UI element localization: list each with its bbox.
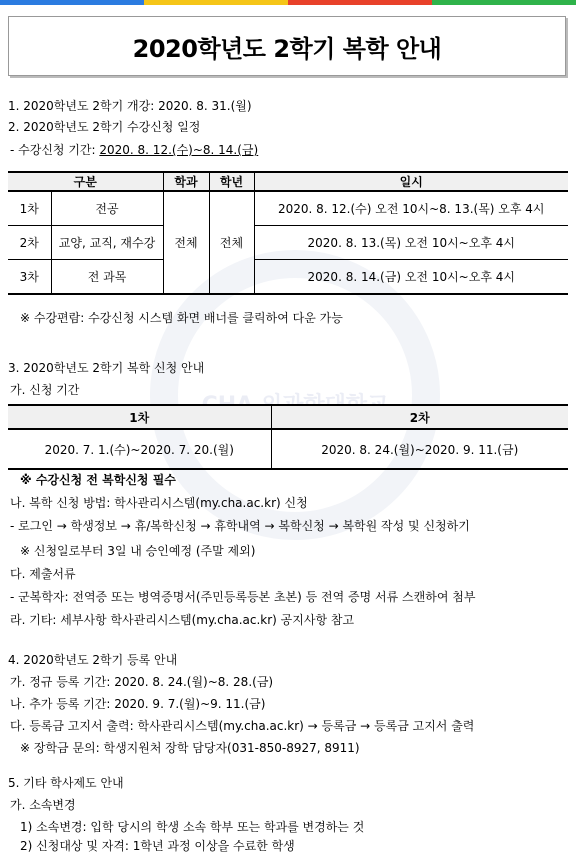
table-row [8, 226, 568, 260]
col-header-type: 구분 [8, 172, 163, 191]
section2-heading: 2. 2020학년도 2학기 수강신청 일정 [8, 120, 201, 134]
required-documents-label: 다. 제출서류 [10, 567, 76, 581]
registration-schedule-table [8, 171, 568, 295]
registration-period-label: - 수강신청 기간: [10, 143, 100, 157]
registration-period [10, 142, 258, 158]
row-round: 2차 [8, 226, 51, 260]
round2-period: 2020. 8. 24.(월)~2020. 9. 11.(금) [271, 429, 568, 469]
bar-red [288, 0, 432, 5]
row-round: 3차 [8, 260, 51, 295]
table-row [8, 429, 568, 469]
section3-heading: 3. 2020학년도 2학기 복학 신청 안내 [8, 361, 205, 375]
section1-start: 1. 2020학년도 2학기 개강: 2020. 8. 31.(월) [8, 99, 252, 113]
other-info: 라. 기타: 세부사항 학사관리시스템(my.cha.ac.kr) 공지사항 참고 [10, 613, 355, 627]
title-box [8, 16, 566, 76]
col-header-grade: 학년 [209, 172, 254, 191]
approval-note: ※ 신청일로부터 3일 내 승인예정 (주말 제외) [20, 544, 256, 558]
dept-cell: 전체 [163, 191, 209, 294]
affiliation-change-eligibility: 2) 신청대상 및 자격: 1학년 과정 이상을 수료한 학생 [20, 839, 295, 853]
round2-header: 2차 [271, 405, 568, 429]
bar-blue [0, 0, 144, 5]
round1-period: 2020. 7. 1.(수)~2020. 7. 20.(월) [44, 442, 234, 457]
bar-yellow [144, 0, 288, 5]
row-datetime: 2020. 8. 14.(금) 오전 10시~오후 4시 [254, 260, 568, 295]
round1-header: 1차 [8, 405, 271, 429]
table-row [8, 260, 568, 295]
row-type: 교양, 교직, 재수강 [51, 226, 163, 260]
bar-green [432, 0, 576, 5]
col-header-dept: 학과 [163, 172, 209, 191]
row-round: 1차 [19, 202, 39, 216]
additional-registration-period: 나. 추가 등록 기간: 2020. 9. 7.(월)~9. 11.(금) [10, 697, 266, 711]
section5-heading: 5. 기타 학사제도 안내 [8, 776, 124, 790]
mandatory-note: ※ 수강신청 전 복학신청 필수 [20, 473, 176, 487]
top-color-bar [0, 0, 576, 5]
affiliation-change-definition: 1) 소속변경: 입학 당시의 학생 소속 학부 또는 학과를 변경하는 것 [20, 820, 365, 834]
application-period-table [8, 404, 568, 470]
application-method: 나. 복학 신청 방법: 학사관리시스템(my.cha.ac.kr) 신청 [10, 496, 308, 510]
application-steps: - 로그인 → 학생정보 → 휴/복학신청 → 휴학내역 → 복학신청 → 복학원 작성 및 신청하기 [10, 519, 470, 533]
col-header-datetime: 일시 [254, 172, 568, 191]
scholarship-contact: ※ 장학금 문의: 학생지원처 장학 담당자(031-850-8927, 8911) [20, 741, 360, 755]
row-datetime: 2020. 8. 12.(수) 오전 10시~8. 13.(목) 오후 4시 [254, 191, 568, 226]
application-period-label: 가. 신청 기간 [10, 383, 80, 397]
tuition-bill-print: 다. 등록금 고지서 출력: 학사관리시스템(my.cha.ac.kr) → 등록금 → 등록금 고지서 출력 [10, 719, 475, 733]
regular-registration-period: 가. 정규 등록 기간: 2020. 8. 24.(월)~8. 28.(금) [10, 675, 274, 689]
grade-cell: 전체 [209, 191, 254, 294]
page-title: 2020학년도 2학기 복학 안내 [132, 34, 442, 63]
registration-period-dates: 2020. 8. 12.(수)~8. 14.(금) [99, 143, 259, 157]
row-type: 전 과목 [51, 260, 163, 295]
affiliation-change-label: 가. 소속변경 [10, 798, 76, 812]
required-documents-detail: - 군복학자: 전역증 또는 병역증명서(주민등록등본 초본) 등 전역 증명 서류 스캔하여 첨부 [10, 590, 476, 604]
section4-heading: 4. 2020학년도 2학기 등록 안내 [8, 653, 178, 667]
row-datetime: 2020. 8. 13.(목) 오전 10시~오후 4시 [254, 226, 568, 260]
table-row [8, 191, 568, 226]
row-type: 전공 [51, 191, 163, 226]
course-catalog-note: ※ 수강편람: 수강신청 시스템 화면 배너를 클릭하여 다운 가능 [20, 311, 343, 325]
